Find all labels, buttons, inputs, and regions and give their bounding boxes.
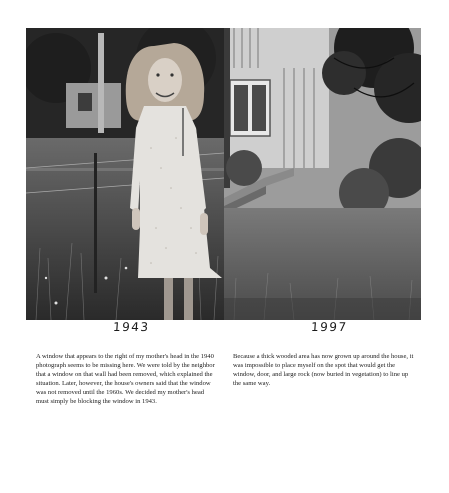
photo-1997 <box>224 28 421 320</box>
photo-1943 <box>26 28 224 320</box>
year-label-1997: 1997 <box>310 320 349 334</box>
caption-1997: Because a thick wooded area has now grown up around the house, it was impossible to place myself on the spot that would get the window, door, and large rock (now buried in vegetation) to line up the same way. <box>233 353 414 387</box>
photo-1997-image <box>224 28 421 320</box>
caption-1943: A window that appears to the right of my mother's head in the 1940 photograph seems to be missing here. We were told by the neighbor that a window on that wall had been removed, which explained the situation. Later, however, the house's owners said that the window was not removed until the 1960s. We decided my mother's head must simply be blocking the window in 1943. <box>36 353 215 405</box>
photo-1943-image <box>26 28 224 320</box>
year-label-1943: 1943 <box>112 320 151 334</box>
